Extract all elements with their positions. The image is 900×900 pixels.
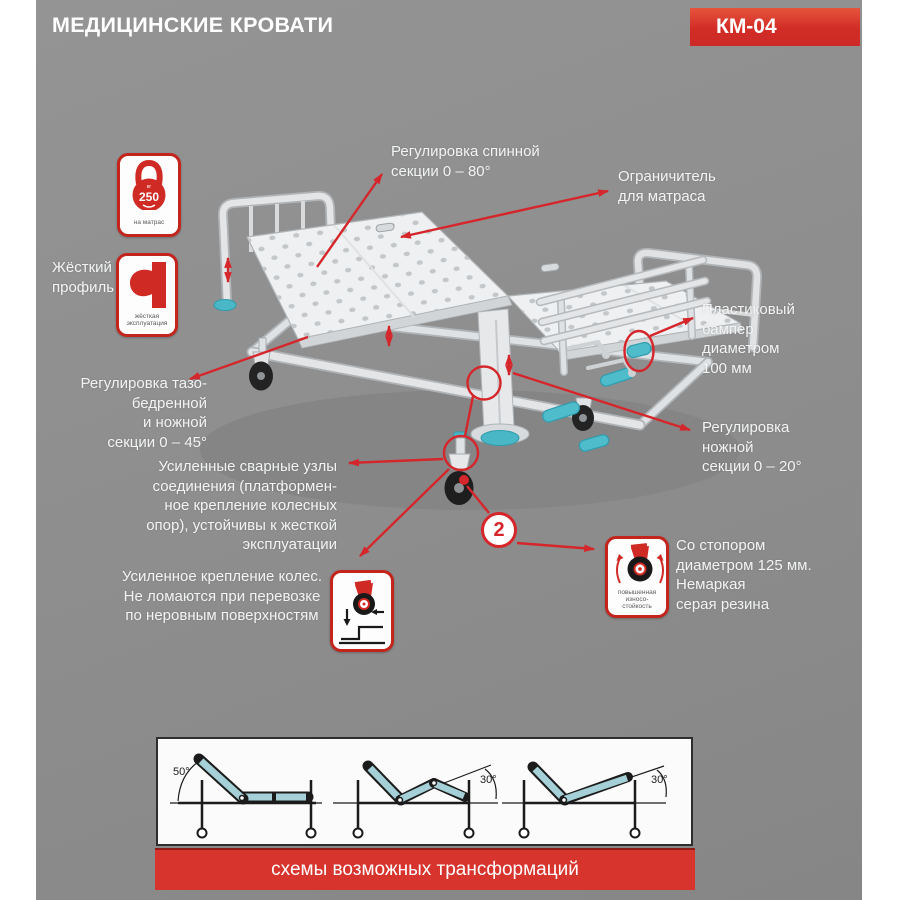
leader-stopper-icon	[517, 543, 594, 549]
callout-stopper-wheels: Со стопором диаметром 125 мм. Немаркая серая резина	[676, 537, 812, 613]
transform-schemes	[158, 739, 691, 844]
callout-rigid-profile: Жёсткий профиль	[52, 259, 115, 296]
schemes-caption-bar	[155, 848, 695, 890]
schemes-caption: схемы возможных трансформаций	[271, 859, 579, 880]
page-title: МЕДИЦИНСКИЕ КРОВАТИ	[52, 13, 334, 37]
load-capacity-icon	[117, 153, 181, 237]
scheme-3	[502, 766, 668, 838]
mattress-limiter-handle	[541, 263, 560, 272]
load-icon-caption: на матрас	[133, 219, 165, 226]
leader-mattress-limiter	[401, 191, 608, 237]
callout-back-section: Регулировка спинной секции 0 – 80°	[391, 143, 540, 180]
svg-text:250: 250	[138, 190, 160, 204]
marker-badge-2: 2	[481, 512, 517, 548]
scheme-3-angle: 30°	[651, 774, 668, 786]
dot-stopper-wheel	[459, 475, 469, 485]
profile-icon-caption: жёсткая эксплуатация	[126, 313, 168, 327]
transform-schemes-panel	[156, 737, 693, 846]
scheme-2-angle: 30°	[480, 774, 497, 786]
rigid-profile-icon	[116, 253, 178, 337]
stopper-icon-caption: повышенная износо- стойкость	[617, 589, 657, 610]
scheme-1	[170, 759, 322, 838]
callout-plastic-bumper: Пластиковый бампер диаметром 100 мм	[702, 301, 795, 377]
base-cap-blue	[481, 431, 519, 446]
callout-wheel-mount: Усиленное крепление колес. Не ломаются при перевозке по неровным поверхностям	[121, 568, 323, 624]
swivel-caster-icon	[610, 541, 664, 588]
callout-mattress-limiter: Ограничитель для матраса	[618, 168, 716, 205]
callout-leg-section: Регулировка ножной секции 0 – 20°	[702, 419, 802, 475]
wheel-durability-icon	[330, 570, 394, 652]
scheme-2	[333, 765, 498, 838]
caster-over-step-icon	[335, 575, 389, 647]
scheme-1-angle: 50°	[173, 766, 190, 778]
callout-hip-section: Регулировка тазо- бедренной и ножной секции 0 – 45°	[80, 375, 207, 451]
stopper-wheel-icon	[605, 536, 669, 618]
svg-text:кг: кг	[146, 184, 152, 190]
kettlebell-icon	[123, 158, 175, 218]
model-badge: КМ-04	[690, 8, 860, 46]
callout-welded-joints: Усиленные сварные узлы соединения (платформен- ное крепление колесных опор), устойчивы к жесткой эксплуатации	[146, 458, 337, 553]
strong-arm-icon	[122, 258, 172, 312]
